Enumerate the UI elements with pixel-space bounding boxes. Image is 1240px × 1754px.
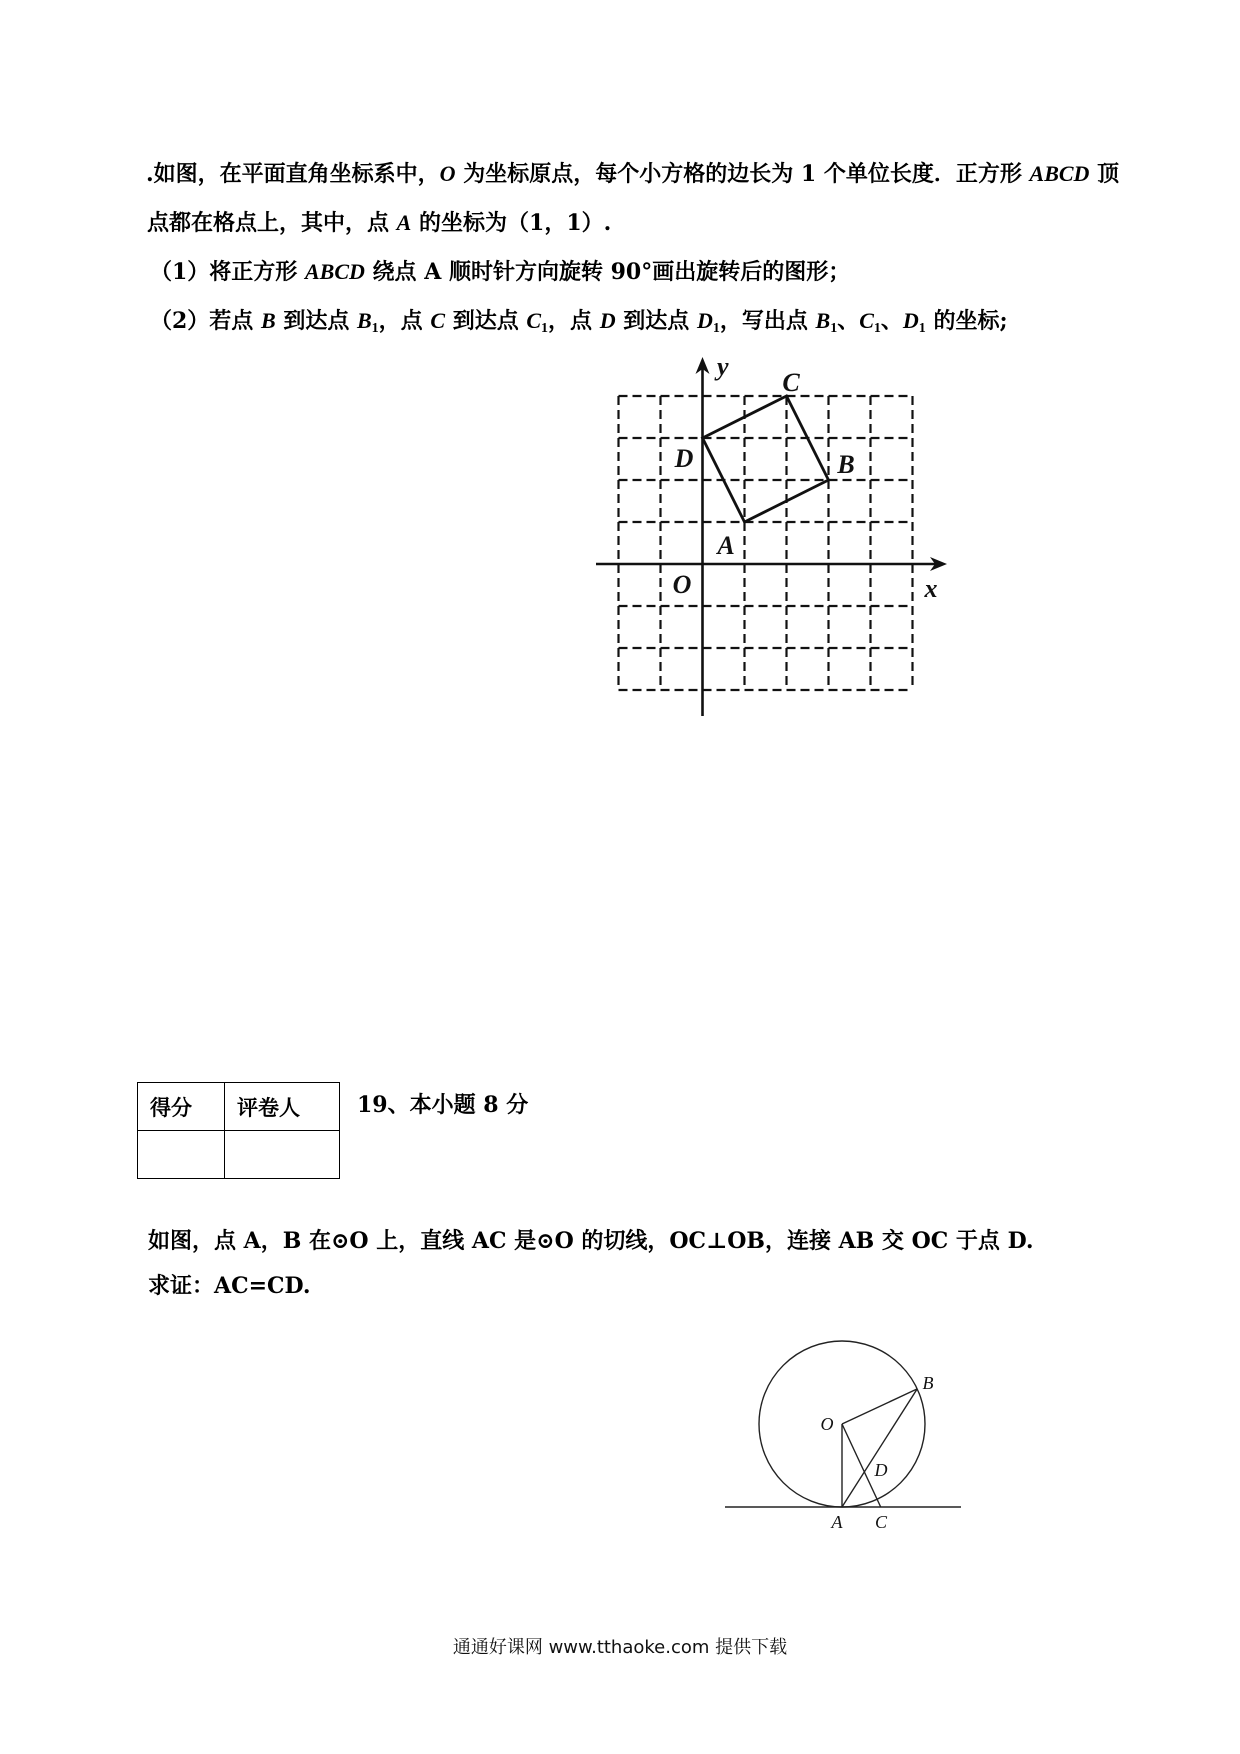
q18-part1: （1）将正方形 ABCD 绕点 A 顺时针方向旋转 90°画出旋转后的图形； [150,259,851,285]
vertex-label-b: B [837,450,855,479]
q18-part2: （2）若点 B 到达点 $B_1$，点 C 到达点 $C_1$，点 D 到达点 $D_1$，写出点 $B_1$、$C_1$、$D_1$ 的坐标; [150,308,1008,336]
vertex-label-d: D [674,444,694,473]
x-axis-label: x [924,574,938,603]
page-footer: 通通好课网 www.tthaoke.com 提供下载 [452,1637,788,1658]
point-label-b: B [922,1373,934,1393]
vertex-label-a: A [717,531,735,560]
square-abcd [703,396,829,522]
q18-stem-line2: 点都在格点上，其中，点 A 的坐标为（1，1）. [147,210,612,236]
score-table [137,1082,340,1179]
vertex-label-c: C [782,368,800,397]
point-label-d: D [874,1460,888,1480]
circle-tangent-figure [715,1330,975,1540]
origin-label: O [672,570,692,599]
score-header: 得分 [138,1083,225,1131]
q19-heading: 19、本小题 8 分 [357,1092,529,1118]
q19-stem: 如图，点 A，B 在⊙O 上，直线 AC 是⊙O 的切线，OC⊥OB，连接 AB 交 OC 于点 D. [148,1228,1034,1254]
coordinate-grid-figure [588,350,960,722]
grader-cell [225,1131,340,1179]
q19-prove: 求证：AC=CD. [148,1273,311,1299]
score-cell [138,1131,225,1179]
grader-header: 评卷人 [225,1083,340,1131]
point-label-a: A [831,1512,843,1532]
q18-stem-line1: .如图，在平面直角坐标系中，O 为坐标原点，每个小方格的边长为 1 个单位长度．正方形 ABCD 顶 [146,161,1120,187]
point-label-c: C [874,1512,888,1532]
y-axis-label: y [717,352,729,381]
point-label-o: O [820,1414,834,1434]
